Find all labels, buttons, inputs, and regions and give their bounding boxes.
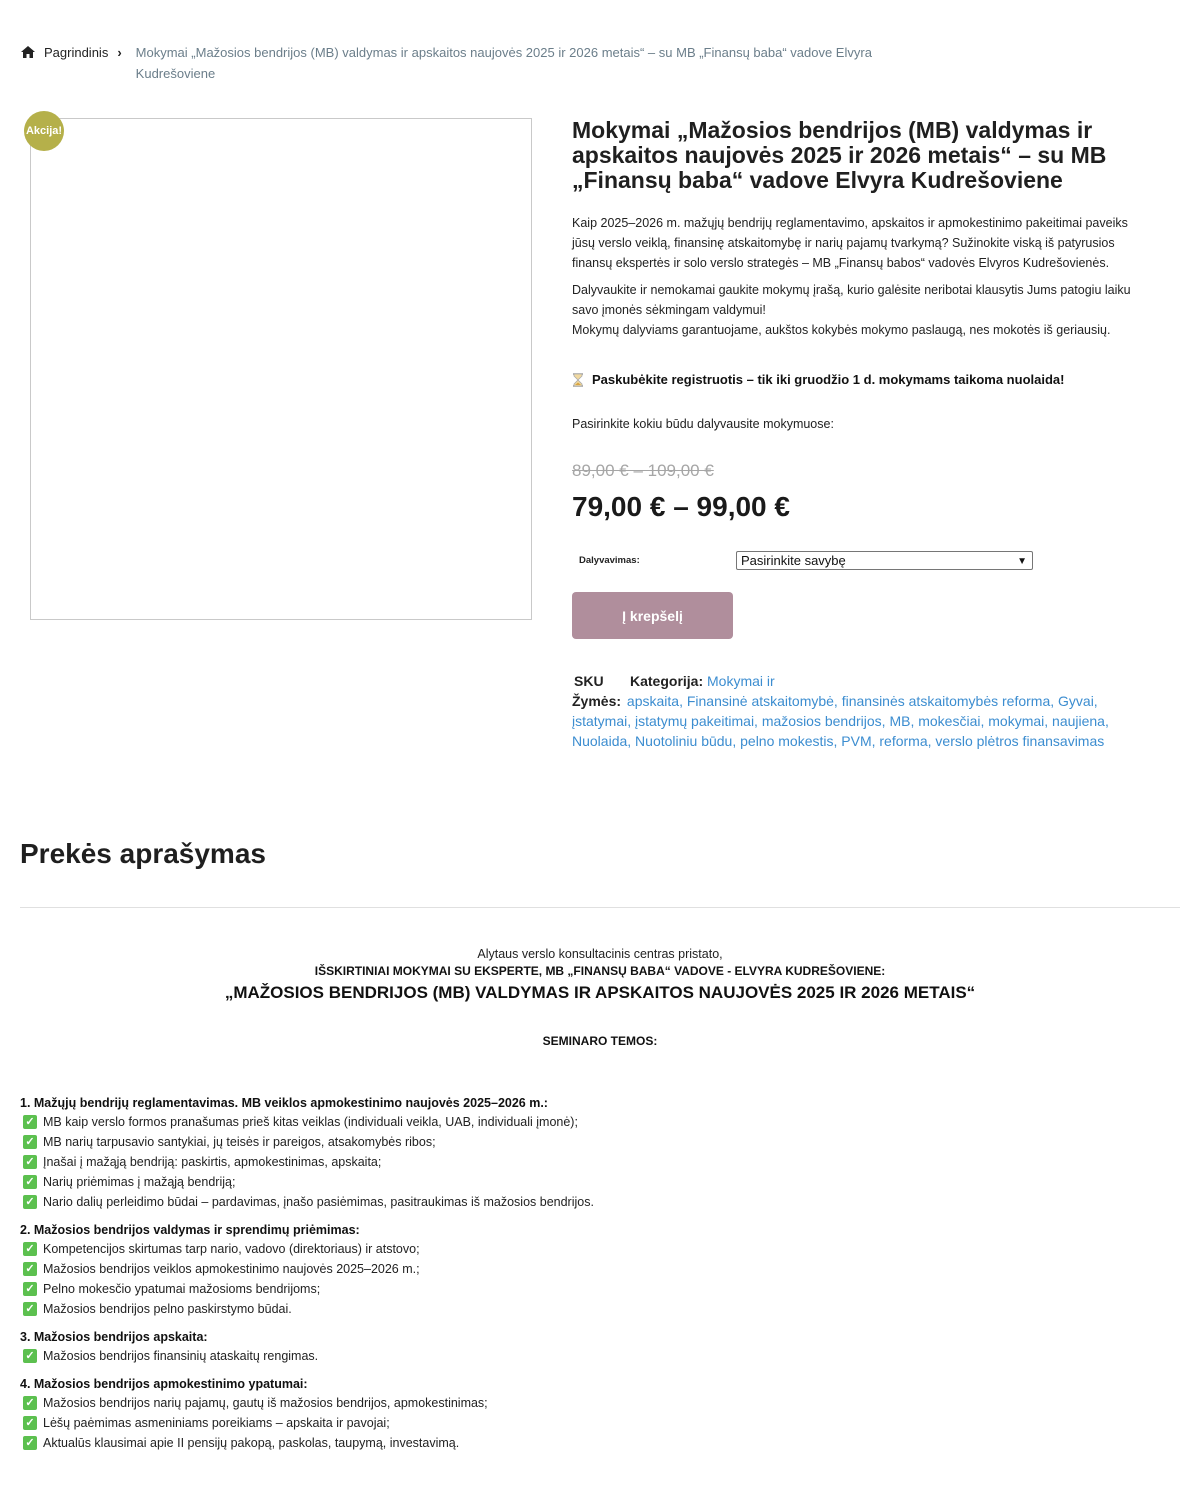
topic-item-text: MB kaip verslo formos pranašumas prieš kitas veiklas (individuali veikla, UAB, individuali įmonė);	[43, 1115, 578, 1129]
topic-item	[20, 1239, 1020, 1259]
sku-label: SKU	[574, 673, 604, 689]
topic-title: 4. Mažosios bendrijos apmokestinimo ypatumai:	[20, 1377, 308, 1391]
breadcrumb	[20, 42, 940, 84]
product-summary	[572, 118, 1142, 753]
topic-item	[20, 1112, 1020, 1132]
topic-item-text: Mažosios bendrijos finansinių ataskaitų rengimas.	[43, 1349, 319, 1363]
variation-select-value: Pasirinkite savybę	[741, 553, 846, 568]
description-text-3: Mokymų dalyviams garantuojame, aukštos kokybės mokymo paslaugą, nes mokotės iš geriausių.	[572, 323, 1111, 337]
topic-item	[20, 1346, 1020, 1366]
description-heading: Prekės aprašymas	[20, 838, 266, 869]
hourglass-icon	[572, 373, 584, 387]
topic-item-text: Lėšų paėmimas asmeniniams poreikiams – apskaita ir pavojai;	[43, 1416, 390, 1430]
topic-title: 1. Mažųjų bendrijų reglamentavimas. MB veiklos apmokestinimo naujovės 2025–2026 m.:	[20, 1096, 548, 1110]
checkmark-icon: ✓	[23, 1396, 37, 1410]
checkmark-icon: ✓	[23, 1135, 37, 1149]
topic-item-text: Įnašai į mažąją bendriją: paskirtis, apmokestinimas, apskaita;	[43, 1155, 382, 1169]
topic-item-text: Mažosios bendrijos veiklos apmokestinimo naujovės 2025–2026 m.;	[43, 1262, 420, 1276]
participation-prompt: Pasirinkite kokiu būdu dalyvausite mokymuose:	[572, 417, 834, 431]
topic-item	[20, 1393, 1020, 1413]
home-icon	[20, 45, 36, 59]
checkmark-icon: ✓	[23, 1302, 37, 1316]
description-intro	[0, 946, 1200, 1048]
variation-label: Dalyvavimas:	[579, 555, 640, 566]
tags-label: Žymės:	[572, 693, 622, 709]
description-paragraph-2	[572, 280, 1142, 340]
topic-block	[20, 1221, 1020, 1319]
checkmark-icon: ✓	[23, 1115, 37, 1129]
intro-line-1: Alytaus verslo konsultacinis centras pristato,	[477, 947, 723, 961]
checkmark-icon: ✓	[23, 1436, 37, 1450]
topic-item-text: Kompetencijos skirtumas tarp nario, vadovo (direktoriaus) ir atstovo;	[43, 1242, 420, 1256]
topic-item-text: Pelno mokesčio ypatumai mažosioms bendrijoms;	[43, 1282, 321, 1296]
seminar-topics	[20, 1094, 1020, 1462]
checkmark-icon: ✓	[23, 1155, 37, 1169]
chevron-down-icon: ▼	[1017, 556, 1027, 567]
breadcrumb-home-label: Pagrindinis	[44, 45, 109, 60]
topic-item-text: Narių priėmimas į mažąją bendriją;	[43, 1175, 236, 1189]
variation-row	[572, 551, 1142, 570]
topic-item	[20, 1259, 1020, 1279]
topic-item	[20, 1132, 1020, 1152]
category-label: Kategorija:	[630, 673, 704, 689]
divider	[20, 907, 1180, 908]
sale-badge: Akcija!	[24, 111, 64, 151]
breadcrumb-home-link[interactable]	[20, 42, 108, 84]
topic-item-text: Mažosios bendrijos pelno paskirstymo būdai.	[43, 1302, 292, 1316]
topic-block	[20, 1094, 1020, 1212]
topic-block	[20, 1328, 1020, 1366]
variation-select[interactable]	[736, 551, 1033, 570]
category-link[interactable]: Mokymai ir	[707, 673, 775, 689]
checkmark-icon: ✓	[23, 1262, 37, 1276]
seminar-topics-label: SEMINARO TEMOS:	[542, 1034, 658, 1048]
product-short-description	[572, 213, 1142, 340]
topic-item-text: Mažosios bendrijos narių pajamų, gautų iš mažosios bendrijos, apmokestinimas;	[43, 1396, 488, 1410]
product-image[interactable]	[30, 118, 532, 620]
checkmark-icon: ✓	[23, 1282, 37, 1296]
product-meta	[572, 671, 1142, 753]
checkmark-icon: ✓	[23, 1349, 37, 1363]
topic-item	[20, 1152, 1020, 1172]
description-paragraph-1: Kaip 2025–2026 m. mažųjų bendrijų reglamentavimo, apskaitos ir apmokestinimo pakeitimai paveiks jūsų verslo veiklą, finansinę atskaitomybę ir narių pajamų tvarkymą? Sužinokite viską iš patyrusios finansų ekspertės ir solo verslo strategės – MB „Finansų babos“ vadovės Elvyros Kudrešovienės.	[572, 216, 1128, 270]
topic-title: 2. Mažosios bendrijos valdymas ir sprendimų priėmimas:	[20, 1223, 360, 1237]
product-title: Mokymai „Mažosios bendrijos (MB) valdymas ir apskaitos naujovės 2025 ir 2026 metais“ – su MB „Finansų baba“ vadove Elvyra Kudrešoviene	[572, 117, 1107, 193]
checkmark-icon: ✓	[23, 1175, 37, 1189]
description-text-2: Dalyvaukite ir nemokamai gaukite mokymų įrašą, kurio galėsite neribotai klausytis Jums patogiu laiku savo įmonės sėkmingam valdymui!	[572, 283, 1131, 317]
checkmark-icon: ✓	[23, 1195, 37, 1209]
tag-links-line2[interactable]: įstatymai, įstatymų pakeitimai, mažosios bendrijos, MB, mokesčiai, mokymai, naujiena,	[572, 713, 1109, 729]
checkmark-icon: ✓	[23, 1242, 37, 1256]
topic-item	[20, 1433, 1020, 1453]
topic-block	[20, 1375, 1020, 1453]
urgent-text: Paskubėkite registruotis – tik iki gruodžio 1 d. mokymams taikoma nuolaida!	[592, 372, 1065, 387]
breadcrumb-current: Mokymai „Mažosios bendrijos (MB) valdymas ir apskaitos naujovės 2025 ir 2026 metais“ – su MB „Finansų baba“ vadove Elvyra Kudrešoviene	[135, 45, 872, 81]
checkmark-icon: ✓	[23, 1416, 37, 1430]
topic-item	[20, 1299, 1020, 1319]
topic-item-text: MB narių tarpusavio santykiai, jų teisės ir pareigos, atsakomybės ribos;	[43, 1135, 436, 1149]
intro-line-2: IŠSKIRTINIAI MOKYMAI SU EKSPERTE, MB „FINANSŲ BABA“ VADOVE - ELVYRA KUDREŠOVIENE:	[314, 964, 886, 978]
topic-item	[20, 1413, 1020, 1433]
topic-item-text: Aktualūs klausimai apie II pensijų pakopą, paskolas, taupymą, investavimą.	[43, 1436, 460, 1450]
add-to-cart-button[interactable]: Į krepšelį	[572, 592, 733, 639]
topic-title: 3. Mažosios bendrijos apskaita:	[20, 1330, 208, 1344]
urgent-notice	[572, 372, 1142, 387]
old-price: 89,00 € – 109,00 €	[572, 461, 714, 480]
category	[630, 671, 775, 691]
tag-links-line1-start[interactable]: apskaita, F	[626, 693, 696, 709]
topic-item	[20, 1192, 1020, 1212]
breadcrumb-separator: ›	[117, 45, 122, 60]
topic-item	[20, 1279, 1020, 1299]
tags	[572, 691, 1132, 751]
sale-price: 79,00 € – 99,00 €	[572, 491, 790, 522]
topic-item	[20, 1172, 1020, 1192]
topic-item-text: Nario dalių perleidimo būdai – pardavimas, įnašo pasiėmimas, pasitraukimas iš mažosios bendrijos.	[43, 1195, 594, 1209]
tag-links-line3[interactable]: Nuolaida, Nuotoliniu būdu, pelno mokestis, PVM, reforma, verslo plėtros finansavimas	[572, 733, 1105, 749]
tag-links-line1[interactable]: inansinė atskaitomybė, finansinės atskaitomybės reforma, Gyvai,	[695, 693, 1098, 709]
intro-title: „MAŽOSIOS BENDRIJOS (MB) VALDYMAS IR APSKAITOS NAUJOVĖS 2025 IR 2026 METAIS“	[224, 983, 976, 1002]
